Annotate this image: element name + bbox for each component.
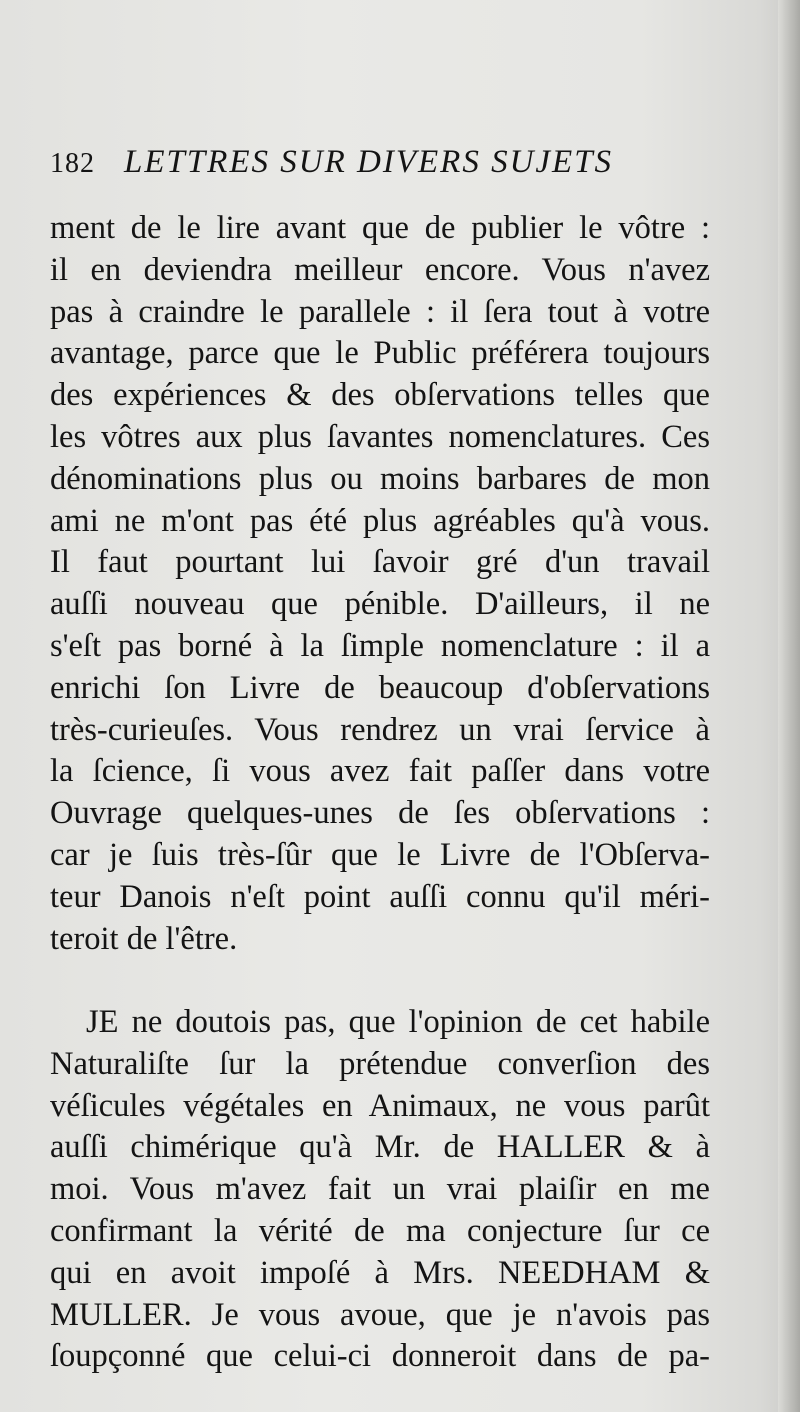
text-line: teur Danois n'eſt point auſſi connu qu'il méri-: [50, 878, 710, 915]
text-line: enrichi ſon Livre de beaucoup d'obſervations: [50, 669, 710, 706]
text-line: ment de le lire avant que de publier le vôtre :: [50, 210, 710, 246]
text-line: JE ne doutois pas, que l'opinion de cet habile: [86, 1004, 710, 1040]
text-line: Il faut pourtant lui ſavoir gré d'un travail: [50, 544, 710, 581]
text-line: ſoupçonné que celui-ci donneroit dans de pa-: [50, 1338, 710, 1375]
page-edge-shadow: [778, 0, 800, 1412]
text-line: des expériences & des obſervations telles que: [50, 377, 710, 414]
text-line: la ſcience, ſi vous avez fait paſſer dans votre: [50, 753, 710, 790]
page-header: [50, 140, 750, 190]
text-line: avantage, parce que le Public préférera toujours: [50, 335, 710, 372]
text-line: les vôtres aux plus ſavantes nomenclatures. Ces: [50, 418, 710, 455]
text-line: s'eſt pas borné à la ſimple nomenclature : il a: [50, 627, 710, 664]
text-line: MULLER. Je vous avoue, que je n'avois pas: [50, 1296, 710, 1333]
paragraph-2: [50, 1002, 710, 1378]
text-line: dénominations plus ou moins barbares de mon: [50, 460, 710, 497]
text-line: qui en avoit impoſé à Mrs. NEEDHAM &: [50, 1254, 710, 1291]
text-line: confirmant la vérité de ma conjecture ſur ce: [50, 1212, 710, 1249]
text-line: il en deviendra meilleur encore. Vous n'avez: [50, 251, 710, 288]
text-line: pas à craindre le parallele : il ſera tout à votre: [50, 293, 710, 330]
text-line: Ouvrage quelques-unes de ſes obſervations :: [50, 795, 710, 832]
text-line: car je ſuis très-ſûr que le Livre de l'Obſerva-: [50, 836, 710, 873]
text-line: très-curieuſes. Vous rendrez un vrai ſervice à: [50, 711, 710, 748]
text-line: teroit de l'être.: [50, 920, 238, 957]
text-line: Naturaliſte ſur la prétendue converſion des: [50, 1045, 710, 1082]
text-line: moi. Vous m'avez fait un vrai plaiſir en me: [50, 1171, 710, 1208]
text-line: véſicules végétales en Animaux, ne vous parût: [50, 1087, 710, 1124]
text-line: ami ne m'ont pas été plus agréables qu'à vous.: [50, 502, 710, 539]
text-line: auſſi chimérique qu'à Mr. de HALLER & à: [50, 1129, 710, 1166]
text-line: auſſi nouveau que pénible. D'ailleurs, il ne: [50, 586, 710, 623]
page-number: 182: [50, 148, 95, 179]
running-head: LETTRES SUR DIVERS SUJETS: [124, 144, 614, 180]
paragraph-1: [50, 208, 710, 960]
